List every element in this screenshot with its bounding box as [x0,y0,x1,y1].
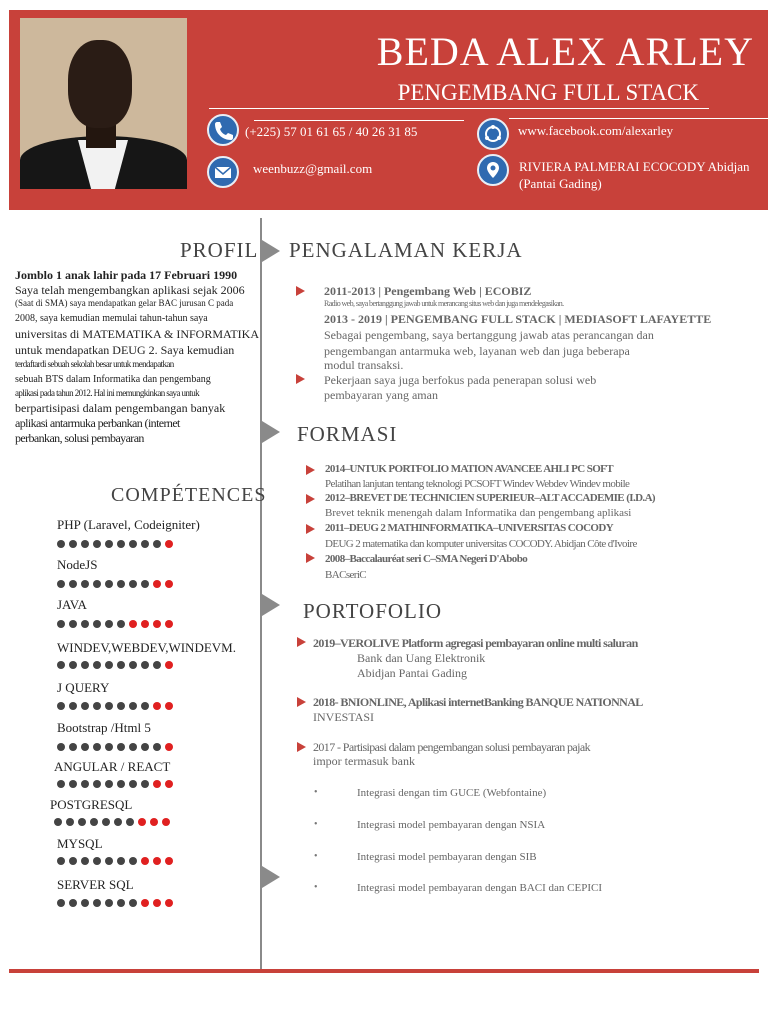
rating-dot-filled [141,661,149,669]
bullet-arrow-icon [297,742,306,752]
rating-dot-empty [153,580,161,588]
rating-dot-filled [105,702,113,710]
portfolio-heading: 2019–VEROLIVE Platform agregasi pembayaran online multi saluran [313,636,638,650]
full-name: BEDA ALEX ARLEY [376,29,754,74]
skill-rating [57,540,173,550]
rating-dot-filled [90,818,98,826]
rating-dot-filled [105,780,113,788]
rating-dot-filled [57,743,65,751]
rating-dot-filled [105,857,113,865]
portfolio-bullet: Integrasi dengan tim GUCE (Webfontaine) [357,787,547,799]
formasi-title: FORMASI [297,422,398,446]
rating-dot-filled [117,580,125,588]
skill-label: JAVA [57,597,87,612]
rating-dot-filled [141,780,149,788]
portfolio-detail: Bank dan Uang Elektronik [357,651,486,665]
skill-label: POSTGRESQL [50,797,133,812]
rating-dot-filled [57,857,65,865]
rating-dot-empty [153,857,161,865]
rating-dot-empty [165,661,173,669]
portfolio-detail: impor termasuk bank [313,754,415,768]
rating-dot-empty [165,702,173,710]
rating-dot-empty [165,620,173,628]
formasi-description: Pelatihan lanjutan tentang teknologi PCSOFT Windev Webdev Windev mobile [325,478,630,490]
rating-dot-filled [117,620,125,628]
rating-dot-filled [126,818,134,826]
skill-label: J QUERY [57,680,110,695]
rating-dot-filled [81,780,89,788]
phone-icon [207,114,239,146]
rating-dot-empty [165,857,173,865]
skill-rating [57,899,173,909]
skill-label: PHP (Laravel, Codeigniter) [57,517,200,532]
rating-dot-empty [150,818,158,826]
profil-line: aplikasi pada tahun 2012. Hal ini memungkinkan saya untuk [15,388,200,398]
rating-dot-filled [117,702,125,710]
rating-dot-filled [57,620,65,628]
rating-dot-filled [81,540,89,548]
rating-dot-filled [66,818,74,826]
skill-rating [57,620,173,630]
skill-label: NodeJS [57,557,98,572]
timeline-marker [262,866,280,888]
rating-dot-filled [69,899,77,907]
header-divider [209,108,709,109]
rating-dot-filled [69,702,77,710]
bullet-arrow-icon [297,637,306,647]
skill-label: Bootstrap /Html 5 [57,720,151,735]
profil-line: untuk mendapatkan DEUG 2. Saya kemudian [15,343,235,357]
rating-dot-filled [129,857,137,865]
rating-dot-filled [69,661,77,669]
rating-dot-filled [69,780,77,788]
rating-dot-filled [153,540,161,548]
rating-dot-filled [141,540,149,548]
rating-dot-filled [81,743,89,751]
bullet-arrow-icon [296,374,305,384]
phone-number[interactable]: (+225) 57 01 61 65 / 40 26 31 85 [245,124,418,139]
formasi-description: DEUG 2 matematika dan komputer universitas COCODY. Abidjan Côte d'Ivoire [325,538,637,550]
profil-line: (Saat di SMA) saya mendapatkan gelar BAC jurusan C pada [15,298,234,308]
rating-dot-empty [165,899,173,907]
rating-dot-empty [162,818,170,826]
skill-rating [57,857,173,867]
profil-line: berpartisipasi dalam pengembangan banyak [15,401,226,415]
rating-dot-filled [81,702,89,710]
rating-dot-filled [81,620,89,628]
formasi-heading: 2008–Baccalauréat seri C–SMA Negeri D'Abobo [325,553,528,565]
experience-title: PENGALAMAN KERJA [289,238,523,262]
rating-dot-filled [129,661,137,669]
bullet-arrow-icon [306,465,315,475]
profil-title: PROFIL [180,238,259,262]
rating-dot-filled [57,702,65,710]
rating-dot-filled [141,743,149,751]
rating-dot-filled [129,540,137,548]
rating-dot-filled [93,580,101,588]
rating-dot-empty [165,540,173,548]
rating-dot-filled [93,661,101,669]
rating-dot-filled [117,780,125,788]
formasi-description: Brevet teknik menengah dalam Informatika dan pengembang aplikasi [325,507,632,519]
bullet-arrow-icon [296,286,305,296]
rating-dot-filled [57,540,65,548]
rating-dot-filled [81,857,89,865]
skill-label: ANGULAR / REACT [54,759,171,774]
rating-dot-empty [165,580,173,588]
rating-dot-filled [93,780,101,788]
profil-line: Jomblo 1 anak lahir pada 17 Februari 1990 [15,268,238,282]
profil-line: universitas di MATEMATIKA & INFORMATIKA [15,327,259,341]
rating-dot-filled [129,743,137,751]
header-banner [9,10,768,210]
rating-dot-filled [54,818,62,826]
address-line-1: RIVIERA PALMERAI ECOCODY Abidjan [519,159,750,174]
rating-dot-empty [153,780,161,788]
rating-dot-filled [117,661,125,669]
rating-dot-filled [81,661,89,669]
rating-dot-filled [117,857,125,865]
rating-dot-filled [153,743,161,751]
bullet-arrow-icon [306,553,315,563]
formasi-heading: 2012–BREVET DE TECHNICIEN SUPERIEUR–ALT ACCADEMIE (I.D.A) [325,492,655,504]
timeline-marker [262,240,280,262]
job-heading: 2011-2013 | Pengembang Web | ECOBIZ [324,284,532,298]
rating-dot-filled [129,702,137,710]
rating-dot-filled [129,780,137,788]
rating-dot-filled [105,580,113,588]
portfolio-heading: 2018- BNIONLINE, Aplikasi internetBanking BANQUE NATIONNAL [313,695,643,709]
address-line-2: (Pantai Gading) [519,176,602,191]
rating-dot-filled [117,899,125,907]
rating-dot-filled [69,857,77,865]
rating-dot-filled [105,540,113,548]
rating-dot-filled [102,818,110,826]
facebook-link[interactable]: www.facebook.com/alexarley [518,123,674,138]
rating-dot-filled [141,580,149,588]
skill-label: WINDEV,WEBDEV,WINDEVM. [57,640,236,655]
skill-rating [57,743,173,753]
rating-dot-empty [153,620,161,628]
bullet-dot: • [314,851,318,862]
rating-dot-filled [93,540,101,548]
rating-dot-filled [81,580,89,588]
header-divider-right [509,118,768,119]
rating-dot-filled [93,899,101,907]
profil-line: terdaftardi sebuah sekolah besar untuk mendapatkan [15,359,174,369]
job-description: pembayaran yang aman [324,388,438,402]
formasi-heading: 2011–DEUG 2 MATHINFORMATIKA–UNIVERSITAS COCODY [325,522,614,534]
header-divider-left [254,120,464,121]
footer-line [9,969,759,973]
rating-dot-empty [165,743,173,751]
job-description: Radio web, saya bertanggung jawab untuk merancang situs web dan juga mendelegasikan. [324,299,564,308]
skill-rating [57,702,173,712]
profil-line: perbankan, solusi pembayaran [15,431,144,445]
rating-dot-empty [141,857,149,865]
formasi-heading: 2014–UNTUK PORTFOLIO MATION AVANCEE AHLI PC SOFT [325,463,614,475]
mail-icon [207,156,239,188]
rating-dot-filled [93,743,101,751]
portfolio-heading: 2017 - Partisipasi dalam pengembangan solusi pembayaran pajak [313,740,590,754]
rating-dot-filled [57,899,65,907]
job-heading: 2013 - 2019 | PENGEMBANG FULL STACK | MEDIASOFT LAFAYETTE [324,312,712,326]
job-description: Sebagai pengembang, saya bertanggung jawab atas perancangan dan [324,328,654,342]
rating-dot-filled [93,857,101,865]
portfolio-bullet: Integrasi model pembayaran dengan SIB [357,851,537,863]
rating-dot-filled [129,580,137,588]
timeline-marker [262,421,280,443]
skill-rating [57,580,173,590]
email-link[interactable]: weenbuzz@gmail.com [253,161,373,176]
rating-dot-empty [153,899,161,907]
profil-line: 2008, saya kemudian memulai tahun-tahun saya [15,313,208,324]
rating-dot-filled [153,661,161,669]
profil-line: aplikasi antarmuka perbankan (internet [15,416,180,430]
rating-dot-filled [114,818,122,826]
rating-dot-filled [69,620,77,628]
competences-title: COMPÉTENCES [111,484,267,506]
web-icon [477,118,509,150]
portofolio-title: PORTOFOLIO [303,599,443,623]
job-title: PENGEMBANG FULL STACK [397,80,699,105]
rating-dot-filled [93,620,101,628]
rating-dot-filled [57,580,65,588]
job-description: pengembangan antarmuka web, layanan web dan juga beberapa [324,344,630,358]
bullet-dot: • [314,882,318,893]
job-description: Pekerjaan saya juga berfokus pada penerapan solusi web [324,373,597,387]
rating-dot-filled [57,661,65,669]
profile-photo [20,18,187,189]
rating-dot-empty [165,780,173,788]
rating-dot-filled [69,580,77,588]
skill-rating [54,818,170,828]
rating-dot-filled [129,899,137,907]
rating-dot-filled [57,780,65,788]
bullet-arrow-icon [306,494,315,504]
bullet-arrow-icon [297,697,306,707]
skill-label: SERVER SQL [57,877,134,892]
rating-dot-filled [117,540,125,548]
bullet-dot: • [314,787,318,798]
rating-dot-filled [81,899,89,907]
rating-dot-filled [69,540,77,548]
rating-dot-filled [105,743,113,751]
profil-line: sebuah BTS dalam Informatika dan pengembang [15,374,211,385]
job-description: modul transaksi. [324,358,404,372]
rating-dot-filled [117,743,125,751]
portfolio-bullet: Integrasi model pembayaran dengan NSIA [357,819,546,831]
rating-dot-empty [138,818,146,826]
skill-rating [57,780,173,790]
timeline-marker [262,594,280,616]
formasi-description: BACseriC [325,569,367,581]
bullet-dot: • [314,819,318,830]
location-pin-icon [477,154,509,186]
rating-dot-filled [105,899,113,907]
portfolio-detail: INVESTASI [313,710,375,724]
rating-dot-empty [153,702,161,710]
skill-rating [57,661,173,671]
portfolio-bullet: Integrasi model pembayaran dengan BACI dan CEPICI [357,882,602,894]
rating-dot-filled [141,702,149,710]
rating-dot-empty [141,620,149,628]
bullet-arrow-icon [306,524,315,534]
skill-label: MYSQL [57,836,103,851]
profil-line: Saya telah mengembangkan aplikasi sejak 2006 [15,283,245,297]
rating-dot-filled [105,661,113,669]
rating-dot-filled [78,818,86,826]
rating-dot-filled [105,620,113,628]
rating-dot-empty [141,899,149,907]
rating-dot-filled [69,743,77,751]
rating-dot-filled [93,702,101,710]
rating-dot-empty [129,620,137,628]
portfolio-detail: Abidjan Pantai Gading [357,666,467,680]
